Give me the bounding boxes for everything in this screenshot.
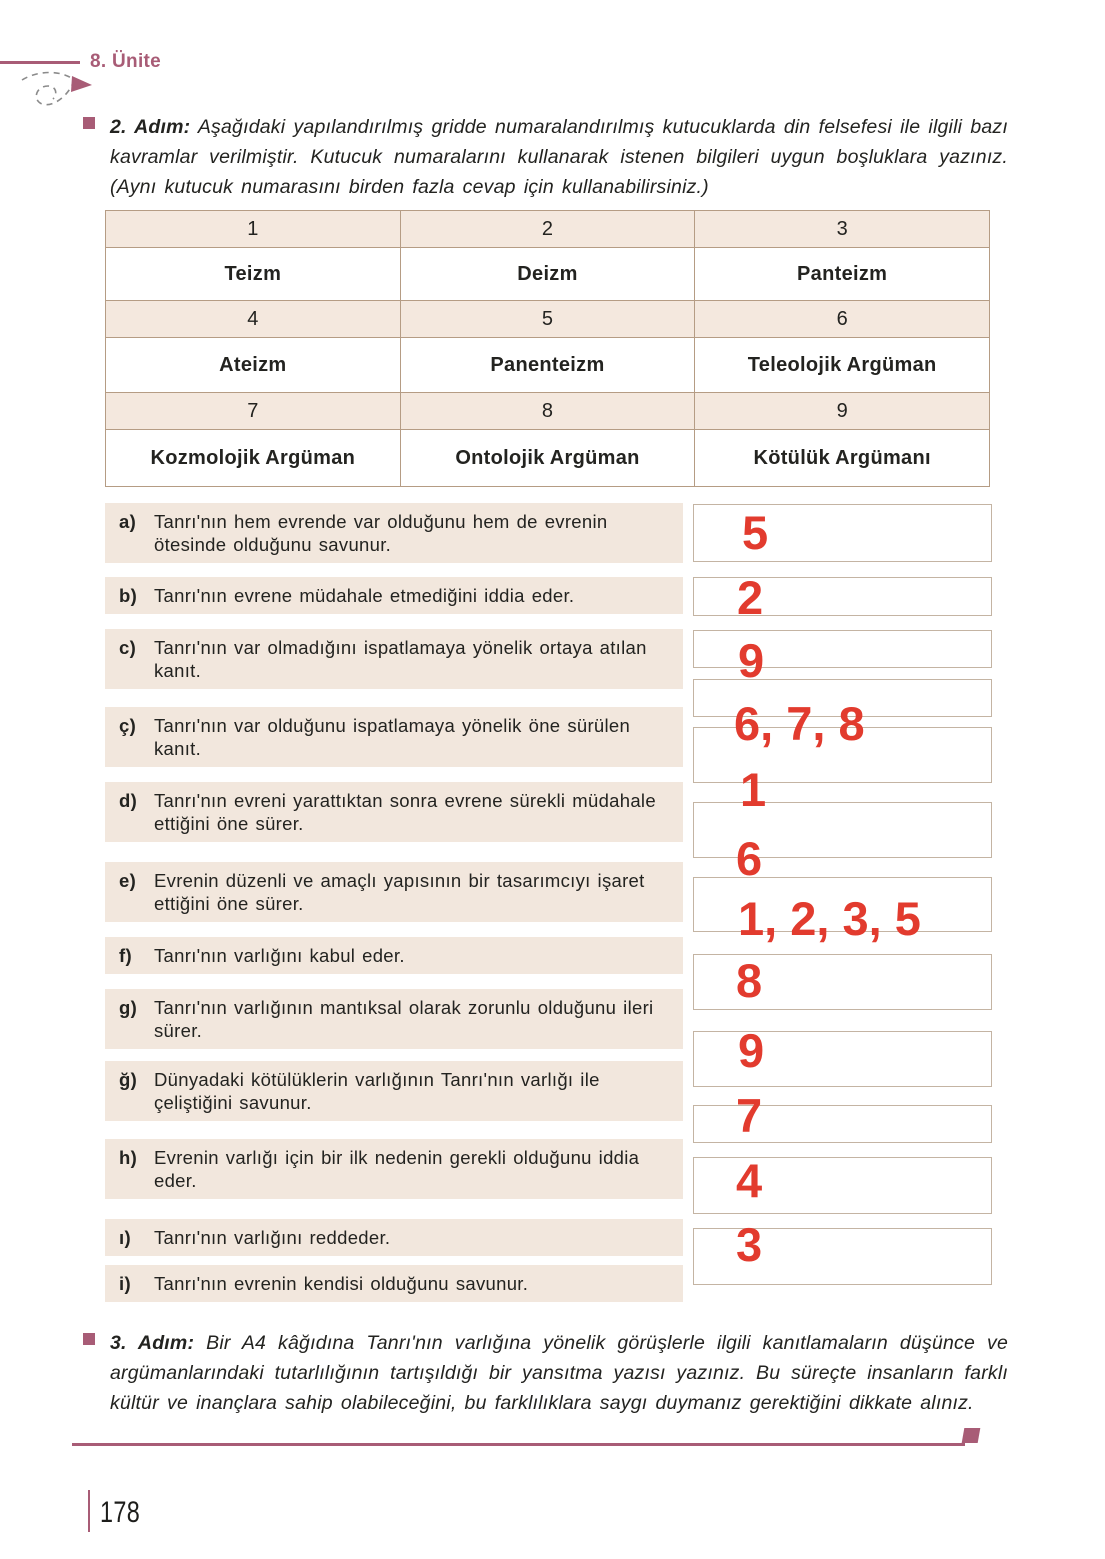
step-3-label: 3. Adım: xyxy=(110,1332,195,1354)
step-2-instruction xyxy=(83,112,1008,202)
handwritten-answer-ğ: 9 xyxy=(738,1024,765,1077)
step-3-bullet-icon xyxy=(83,1333,95,1345)
handwritten-answer-h: 7 xyxy=(736,1089,763,1142)
statement-letter: i) xyxy=(119,1273,131,1294)
unit-title: 8. Ünite xyxy=(90,51,162,72)
handwritten-answer-c: 9 xyxy=(738,634,765,687)
footer-rule xyxy=(72,1443,965,1446)
statement-letter: b) xyxy=(119,585,138,606)
statement-text: Evrenin düzenli ve amaçlı yapısının bir tasarımcıyı işaret ettiğini öne sürer. xyxy=(154,870,645,914)
statement-letter: ç) xyxy=(119,715,137,736)
statement-text: Tanrı'nın varlığının mantıksal olarak zorunlu olduğunu ileri sürer. xyxy=(154,997,654,1041)
grid-cell-name: Teleolojik Argüman xyxy=(695,338,990,393)
statement-c xyxy=(105,629,683,689)
statement-b xyxy=(105,577,683,614)
statement-d xyxy=(105,782,683,842)
grid-cell-name: Deizm xyxy=(401,248,696,301)
statement-text: Tanrı'nın hem evrende var olduğunu hem de evrenin ötesinde olduğunu savunur. xyxy=(154,511,608,555)
grid-cell-name: Ateizm xyxy=(106,338,401,393)
handwritten-answer-e: 6 xyxy=(736,832,763,885)
grid-cell-name: Ontolojik Argüman xyxy=(401,430,696,487)
handwritten-answer-a: 5 xyxy=(742,506,769,559)
handwritten-answer-ı: 4 xyxy=(736,1154,763,1207)
statement-h xyxy=(105,1139,683,1199)
page-number: 178 xyxy=(100,1496,141,1529)
statement-ğ xyxy=(105,1061,683,1121)
statement-e xyxy=(105,862,683,922)
statement-letter: e) xyxy=(119,870,137,891)
statement-ı xyxy=(105,1219,683,1256)
statement-text: Evrenin varlığı için bir ilk nedenin gerekli olduğunu iddia eder. xyxy=(154,1147,640,1191)
footer-square-decoration xyxy=(962,1428,981,1443)
handwritten-answer-f: 1, 2, 3, 5 xyxy=(738,892,921,945)
grid-cell-name: Panteizm xyxy=(695,248,990,301)
statement-text: Tanrı'nın varlığını kabul eder. xyxy=(154,945,405,966)
handwritten-answer-g: 8 xyxy=(736,954,763,1007)
step-3-text: Bir A4 kâğıdına Tanrı'nın varlığına yönelik görüşlerle ilgili kanıtlamaların düşünce ve argümanlarındaki tutarlılığının tartışıldığı bir yansıtma yazısı yazınız. Bu süreçte insanların farklı kültür ve inançlara sahip olabileceğini, bu farklılıklara saygı duymanız gerektiğini dikkate alınız. xyxy=(110,1332,1008,1414)
grid-cell-number: 5 xyxy=(401,301,696,338)
concept-grid xyxy=(105,210,990,487)
statement-letter: a) xyxy=(119,511,137,532)
statement-letter: ğ) xyxy=(119,1069,138,1090)
statement-text: Tanrı'nın var olmadığını ispatlamaya yönelik ortaya atılan kanıt. xyxy=(154,637,647,681)
grid-cell-number: 4 xyxy=(106,301,401,338)
grid-cell-number: 8 xyxy=(401,393,696,430)
page-number-rule xyxy=(88,1490,90,1532)
statement-g xyxy=(105,989,683,1049)
grid-cell-name: Kozmolojik Argüman xyxy=(106,430,401,487)
grid-cell-number: 3 xyxy=(695,211,990,248)
statement-text: Tanrı'nın evrenin kendisi olduğunu savunur. xyxy=(154,1273,529,1294)
statement-i xyxy=(105,1265,683,1302)
statement-letter: f) xyxy=(119,945,132,966)
handwritten-answer-ç: 6, 7, 8 xyxy=(734,697,865,750)
statement-letter: ı) xyxy=(119,1227,131,1248)
handwritten-answer-d: 1 xyxy=(740,763,767,816)
grid-cell-number: 6 xyxy=(695,301,990,338)
statement-letter: c) xyxy=(119,637,137,658)
grid-cell-number: 2 xyxy=(401,211,696,248)
grid-cell-number: 7 xyxy=(106,393,401,430)
step-2-paragraph xyxy=(83,112,1008,202)
statement-text: Dünyadaki kötülüklerin varlığının Tanrı'nın varlığı ile çeliştiğini savunur. xyxy=(154,1069,600,1113)
grid-cell-name: Teizm xyxy=(106,248,401,301)
step-3-paragraph xyxy=(83,1328,1008,1418)
statement-letter: g) xyxy=(119,997,138,1018)
statement-text: Tanrı'nın var olduğunu ispatlamaya yönelik öne sürülen kanıt. xyxy=(154,715,631,759)
unit-header-line xyxy=(0,61,80,64)
handwritten-answer-b: 2 xyxy=(737,571,764,624)
grid-cell-name: Panenteizm xyxy=(401,338,696,393)
statement-f xyxy=(105,937,683,974)
answer-box-a xyxy=(693,504,992,562)
step-2-text: Aşağıdaki yapılandırılmış gridde numaralandırılmış kutucuklarda din felsefesi ile ilgili bazı kavramlar verilmiştir. Kutucuk numaralarını kullanarak istenen bilgileri uygun boşluklara yazınız. (Aynı kutucuk numarasını birden fazla cevap için kullanabilirsiniz.) xyxy=(110,116,1008,198)
statement-letter: d) xyxy=(119,790,138,811)
step-3-instruction xyxy=(83,1328,1008,1418)
statement-a xyxy=(105,503,683,563)
statement-letter: h) xyxy=(119,1147,138,1168)
step-2-label: 2. Adım: xyxy=(110,116,191,138)
grid-cell-name: Kötülük Argümanı xyxy=(695,430,990,487)
statement-text: Tanrı'nın varlığını reddeder. xyxy=(154,1227,391,1248)
dashed-arrow-icon xyxy=(18,68,108,116)
statement-text: Tanrı'nın evreni yarattıktan sonra evrene sürekli müdahale ettiğini öne sürer. xyxy=(154,790,656,834)
grid-cell-number: 9 xyxy=(695,393,990,430)
statement-ç xyxy=(105,707,683,767)
statement-text: Tanrı'nın evrene müdahale etmediğini iddia eder. xyxy=(154,585,575,606)
grid-cell-number: 1 xyxy=(106,211,401,248)
handwritten-answer-i: 3 xyxy=(736,1218,763,1271)
step-2-bullet-icon xyxy=(83,117,95,129)
